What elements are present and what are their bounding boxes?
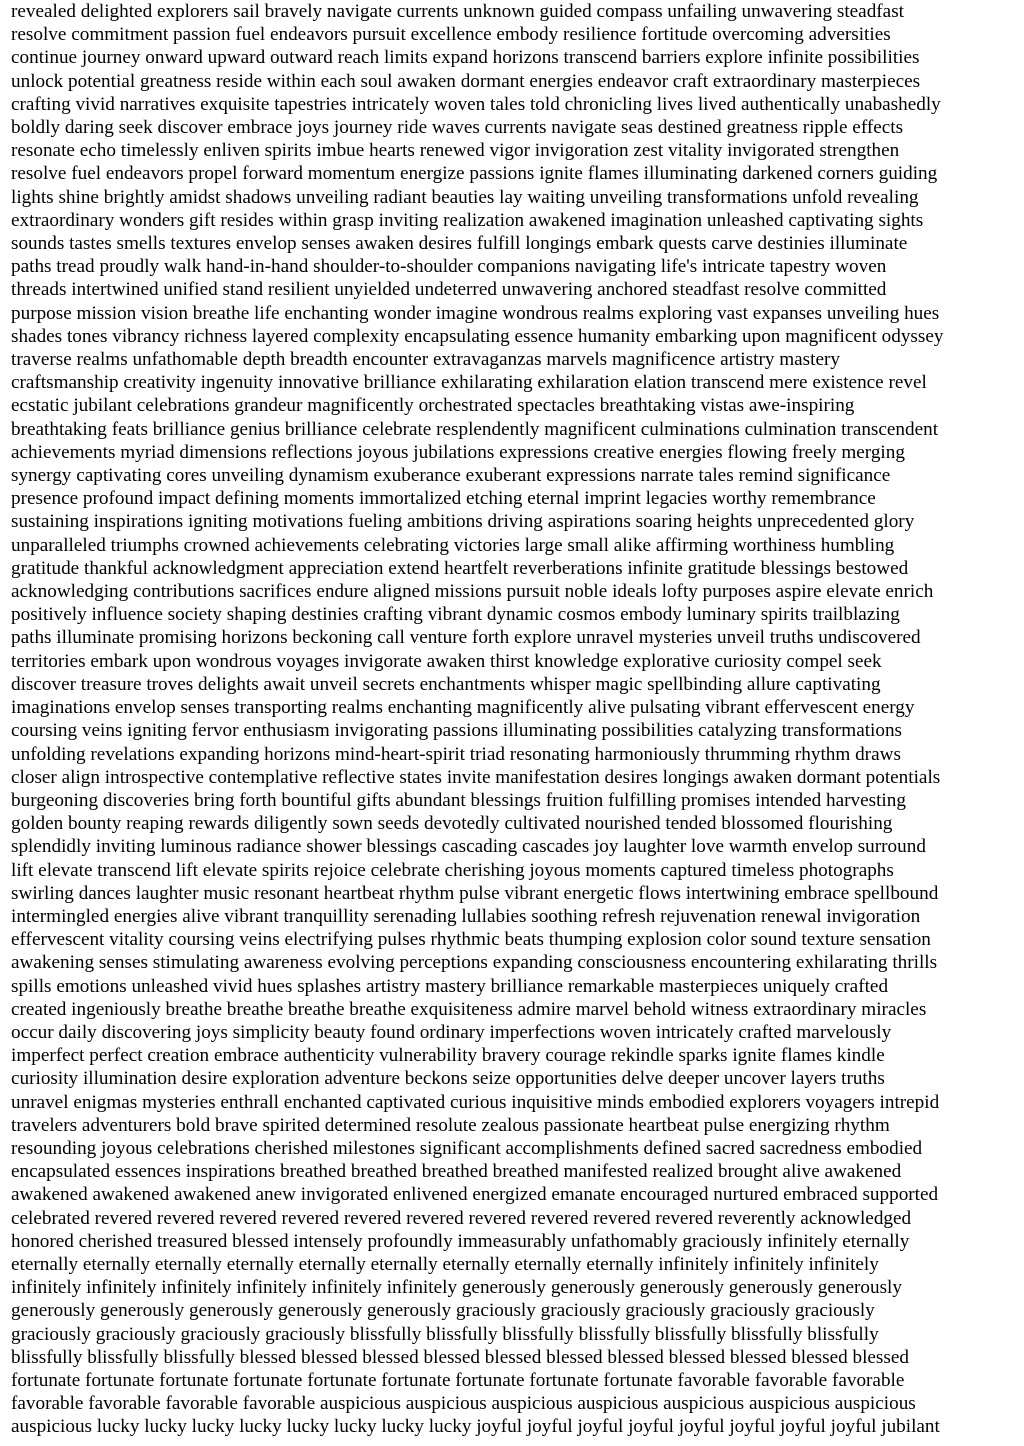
text-line: sounds tastes smells textures envelop senses awaken desires fulfill longings embark quests carve destinies illuminate	[11, 233, 908, 255]
text-line: craftsmanship creativity ingenuity innovative brilliance exhilarating exhilaration elation transcend mere existence revel	[11, 372, 927, 394]
text-line: discover treasure troves delights await unveil secrets enchantments whisper magic spellbinding allure captivating	[11, 673, 881, 695]
text-line: awakened awakened awakened anew invigorated enlivened energized emanate encouraged nurtured embraced supported	[11, 1184, 939, 1206]
text-line: blissfully blissfully blissfully blessed blessed blessed blessed blessed blessed blessed blessed blessed blessed blessed	[11, 1346, 909, 1368]
text-line: infinitely infinitely infinitely infinitely infinitely infinitely generously generously generously generously generously	[11, 1277, 902, 1299]
text-line: continue journey onward upward outward reach limits expand horizons transcend barriers explore infinite possibilities	[11, 47, 920, 69]
text-line: lift elevate transcend lift elevate spirits rejoice celebrate cherishing joyous moments captured timeless photographs	[11, 859, 894, 881]
text-line: presence profound impact defining moments immortalized etching eternal imprint legacies worthy remembrance	[11, 488, 876, 510]
text-line: awakening senses stimulating awareness evolving perceptions expanding consciousness encountering exhilarating thrills	[11, 952, 938, 974]
text-line: shades tones vibrancy richness layered complexity encapsulating essence humanity embarking upon magnificent odyssey	[11, 325, 944, 347]
text-line: eternally eternally eternally eternally eternally eternally eternally eternally eternally infinitely infinitely infinitely	[11, 1253, 879, 1275]
text-line: closer align introspective contemplative reflective states invite manifestation desires longings awaken dormant potentials	[11, 766, 941, 788]
text-line: swirling dances laughter music resonant heartbeat rhythm pulse vibrant energetic flows intertwining embrace spellbound	[11, 882, 939, 904]
text-line: graciously graciously graciously graciously blissfully blissfully blissfully blissfully blissfully blissfully blissfully	[11, 1323, 879, 1345]
text-line: crafting vivid narratives exquisite tapestries intricately woven tales told chronicling lives lived authentically unabashedly	[11, 93, 941, 115]
text-line: acknowledging contributions sacrifices endure aligned missions pursuit noble ideals lofty purposes aspire elevate enrich	[11, 581, 934, 603]
text-line: generously generously generously generously generously graciously graciously graciously graciously graciously	[11, 1300, 875, 1322]
text-line: resonate echo timelessly enliven spirits imbue hearts renewed vigor invigoration zest vitality invigorated strengthen	[11, 140, 900, 162]
text-line: golden bounty reaping rewards diligently sown seeds devotedly cultivated nourished tended blossomed flourishing	[11, 813, 893, 835]
text-line: honored cherished treasured blessed intensely profoundly immeasurably unfathomably graciously infinitely eternally	[11, 1230, 910, 1252]
text-line: traverse realms unfathomable depth breadth encounter extravaganzas marvels magnificence artistry mastery	[11, 349, 840, 371]
text-line: breathtaking feats brilliance genius brilliance celebrate resplendently magnificent culminations culmination transcendent	[11, 418, 939, 440]
text-line: resounding joyous celebrations cherished milestones significant accomplishments defined sacred sacredness embodied	[11, 1137, 923, 1159]
text-line: paths tread proudly walk hand-in-hand shoulder-to-shoulder companions navigating life's intricate tapestry woven	[11, 256, 887, 278]
text-line: boldly daring seek discover embrace joys journey ride waves currents navigate seas destined greatness ripple effects	[11, 117, 904, 139]
text-line: burgeoning discoveries bring forth bountiful gifts abundant blessings fruition fulfilling promises intended harvesting	[11, 789, 906, 811]
text-line: created ingeniously breathe breathe breathe breathe exquisiteness admire marvel behold witness extraordinary miracles	[11, 998, 927, 1020]
text-line: splendidly inviting luminous radiance shower blessings cascading cascades joy laughter love warmth envelop surround	[11, 836, 926, 858]
text-line: extraordinary wonders gift resides within grasp inviting realization awakened imagination unleashed captivating sights	[11, 209, 924, 231]
text-line: purpose mission vision breathe life enchanting wonder imagine wondrous realms exploring vast expanses unveiling hues	[11, 302, 940, 324]
text-line: ecstatic jubilant celebrations grandeur magnificently orchestrated spectacles breathtaking vistas awe-inspiring	[11, 395, 855, 417]
text-line: lights shine brightly amidst shadows unveiling radiant beauties lay waiting unveiling transformations unfold revealing	[11, 186, 919, 208]
text-line: curiosity illumination desire exploration adventure beckons seize opportunities delve deeper uncover layers truths	[11, 1068, 885, 1090]
text-line: favorable favorable favorable favorable auspicious auspicious auspicious auspicious auspicious auspicious auspicious	[11, 1393, 916, 1415]
text-line: positively influence society shaping destinies crafting vibrant dynamic cosmos embody luminary spirits trailblazing	[11, 604, 900, 626]
text-line: unravel enigmas mysteries enthrall enchanted captivated curious inquisitive minds embodied explorers voyagers intrepid	[11, 1091, 940, 1113]
text-line: fortunate fortunate fortunate fortunate fortunate fortunate fortunate fortunate fortunate favorable favorable favorable	[11, 1369, 905, 1391]
text-line: achievements myriad dimensions reflections joyous jubilations expressions creative energies flowing freely merging	[11, 441, 905, 463]
text-line: celebrated revered revered revered revered revered revered revered revered revered revered reverently acknowledged	[11, 1207, 912, 1229]
text-line: effervescent vitality coursing veins electrifying pulses rhythmic beats thumping explosion color sound texture sensation	[11, 929, 931, 951]
text-line: resolve commitment passion fuel endeavors pursuit excellence embody resilience fortitude overcoming adversities	[11, 24, 891, 46]
text-line: paths illuminate promising horizons beckoning call venture forth explore unravel mysteries unveil truths undiscovered	[11, 627, 921, 649]
text-line: threads intertwined unified stand resilient unyielded undeterred unwavering anchored steadfast resolve committed	[11, 279, 887, 301]
text-line: unfolding revelations expanding horizons mind-heart-spirit triad resonating harmoniously thrumming rhythm draws	[11, 743, 901, 765]
text-line: revealed delighted explorers sail bravely navigate currents unknown guided compass unfailing unwavering steadfast	[11, 1, 904, 22]
text-line: imaginations envelop senses transporting realms enchanting magnificently alive pulsating vibrant effervescent energy	[11, 697, 915, 719]
text-line: territories embark upon wondrous voyages invigorate awaken thirst knowledge explorative curiosity compel seek	[11, 650, 882, 672]
text-line: sustaining inspirations igniting motivations fueling ambitions driving aspirations soaring heights unprecedented glory	[11, 511, 915, 533]
text-line: imperfect perfect creation embrace authenticity vulnerability bravery courage rekindle sparks ignite flames kindle	[11, 1045, 885, 1067]
text-line: spills emotions unleashed vivid hues splashes artistry mastery brilliance remarkable masterpieces uniquely crafted	[11, 975, 889, 997]
text-line: intermingled energies alive vibrant tranquillity serenading lullabies soothing refresh rejuvenation renewal invigoration	[11, 905, 921, 927]
text-line: coursing veins igniting fervor enthusiasm invigorating passions illuminating possibilities catalyzing transformations	[11, 720, 903, 742]
text-line: auspicious lucky lucky lucky lucky lucky lucky lucky lucky joyful joyful joyful joyful joyful joyful joyful joyful jubilant	[11, 1416, 940, 1438]
text-line: occur daily discovering joys simplicity beauty found ordinary imperfections woven intricately crafted marvelously	[11, 1021, 892, 1043]
text-line: resolve fuel endeavors propel forward momentum energize passions ignite flames illuminating darkened corners guiding	[11, 163, 938, 185]
text-line: gratitude thankful acknowledgment appreciation extend heartfelt reverberations infinite gratitude blessings bestowed	[11, 557, 909, 579]
text-line: unparalleled triumphs crowned achievements celebrating victories large small alike affirming worthiness humbling	[11, 534, 895, 556]
text-line: encapsulated essences inspirations breathed breathed breathed breathed manifested realized brought alive awakened	[11, 1161, 902, 1183]
text-line: travelers adventurers bold brave spirited determined resolute zealous passionate heartbeat pulse energizing rhythm	[11, 1114, 890, 1136]
text-line: synergy captivating cores unveiling dynamism exuberance exuberant expressions narrate tales remind significance	[11, 465, 891, 487]
text-line: unlock potential greatness reside within each soul awaken dormant energies endeavor craft extraordinary masterpieces	[11, 70, 921, 92]
